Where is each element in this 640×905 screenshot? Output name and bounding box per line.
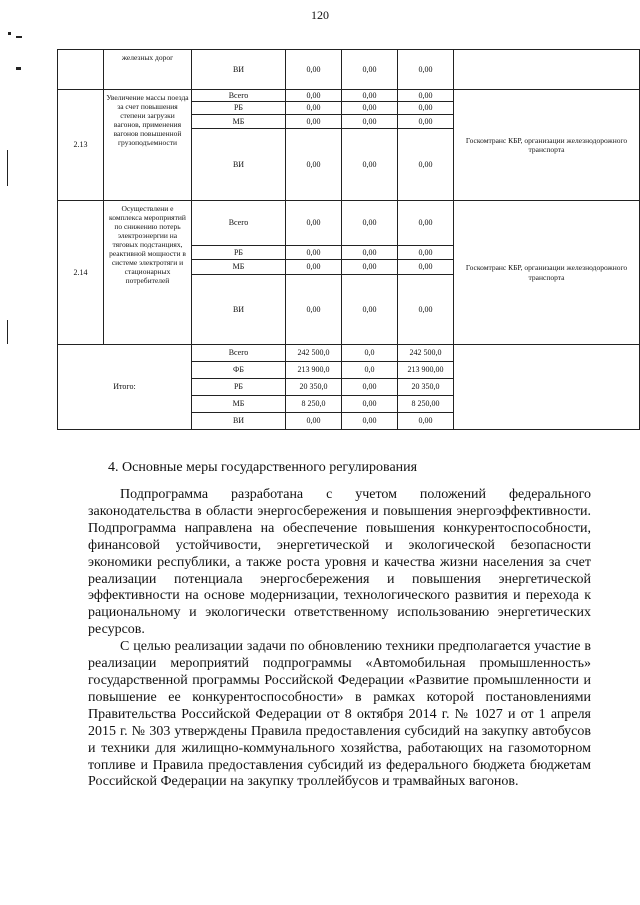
value-cell: 20 350,0 bbox=[398, 379, 454, 396]
value-cell: 0,00 bbox=[342, 50, 398, 90]
value-cell: 0,0 bbox=[342, 362, 398, 379]
scan-mark bbox=[8, 32, 11, 35]
measure-description: Увеличение массы поезда за счет повышения степени загрузки вагонов, применения вагонов повышенной грузоподъемности bbox=[104, 90, 192, 201]
funding-source: МБ bbox=[192, 260, 286, 275]
executor: Госкомтранс КБР, организации железнодорожного транспорта bbox=[454, 90, 640, 201]
value-cell: 0,00 bbox=[342, 413, 398, 430]
totals-label: Итого: bbox=[58, 345, 192, 430]
table-row bbox=[58, 50, 640, 90]
funding-source: МБ bbox=[192, 396, 286, 413]
value-cell: 0,00 bbox=[398, 129, 454, 201]
value-cell: 0,00 bbox=[398, 246, 454, 260]
value-cell: 0,0 bbox=[342, 345, 398, 362]
value-cell: 0,00 bbox=[342, 201, 398, 246]
measure-number-cell bbox=[58, 50, 104, 90]
value-cell: 20 350,0 bbox=[286, 379, 342, 396]
value-cell: 0,00 bbox=[286, 246, 342, 260]
funding-source: ВИ bbox=[192, 275, 286, 345]
table-row bbox=[58, 345, 640, 362]
funding-source: МБ bbox=[192, 115, 286, 129]
executor-cell bbox=[454, 50, 640, 90]
measure-number: 2.13 bbox=[58, 90, 104, 201]
value-cell: 0,00 bbox=[286, 413, 342, 430]
body-text bbox=[88, 487, 591, 791]
funding-source: Всего bbox=[192, 201, 286, 246]
value-cell: 0,00 bbox=[398, 260, 454, 275]
funding-source: ВИ bbox=[192, 413, 286, 430]
paragraph: С целью реализации задачи по обновлению техники предполагается участие в реализации мероприятий подпрограммы «Автомобильная промышленность» государственной программы Российской Федерации «Развитие промышленности и повышение ее конкурентоспособности» в рамках которой постановлениями Правительства Российской Федерации от 8 октября 2014 г. № 1027 и от 1 апреля 2015 г. № 303 утверждены Правила предоставления субсидий на закупку автобусов и техники для жилищно-коммунального хозяйства, работающих на газомоторном топливе и Правила предоставления субсидий из федерального бюджета бюджетам Российской Федерации на закупку троллейбусов и трамвайных вагонов. bbox=[88, 639, 591, 790]
funding-source: Всего bbox=[192, 345, 286, 362]
measure-description: железных дорог bbox=[104, 50, 192, 90]
value-cell: 0,00 bbox=[286, 102, 342, 115]
value-cell: 8 250,0 bbox=[286, 396, 342, 413]
value-cell: 0,00 bbox=[342, 115, 398, 129]
value-cell: 0,00 bbox=[286, 201, 342, 246]
value-cell: 242 500,0 bbox=[286, 345, 342, 362]
value-cell: 0,00 bbox=[342, 396, 398, 413]
funding-source: РБ bbox=[192, 379, 286, 396]
value-cell: 0,00 bbox=[286, 129, 342, 201]
table-row bbox=[58, 90, 640, 102]
value-cell: 0,00 bbox=[342, 90, 398, 102]
value-cell: 0,00 bbox=[398, 102, 454, 115]
value-cell: 0,00 bbox=[398, 90, 454, 102]
budget-table bbox=[57, 49, 640, 430]
value-cell: 0,00 bbox=[342, 129, 398, 201]
funding-source: ВИ bbox=[192, 50, 286, 90]
table-row bbox=[58, 201, 640, 246]
measure-description: Осуществлени е комплекса мероприятий по снижению потерь электроэнергии на тяговых подстанциях, реактивной мощности в системе электротяги и стационарных потребителей bbox=[104, 201, 192, 345]
value-cell: 242 500,0 bbox=[398, 345, 454, 362]
executor: Госкомтранс КБР, организации железнодорожного транспорта bbox=[454, 201, 640, 345]
value-cell: 0,00 bbox=[342, 260, 398, 275]
value-cell: 0,00 bbox=[398, 201, 454, 246]
value-cell: 0,00 bbox=[286, 50, 342, 90]
scan-mark bbox=[16, 67, 21, 70]
value-cell: 0,00 bbox=[398, 115, 454, 129]
funding-source: ФБ bbox=[192, 362, 286, 379]
value-cell: 8 250,00 bbox=[398, 396, 454, 413]
scan-mark bbox=[16, 36, 22, 38]
page-number: 120 bbox=[311, 8, 329, 22]
section-heading: 4. Основные меры государственного регулирования bbox=[108, 460, 418, 475]
value-cell: 0,00 bbox=[398, 50, 454, 90]
paragraph: Подпрограмма разработана с учетом положений федерального законодательства в области энергосбережения и повышения энергоэффективности. Подпрограмма направлена на обеспечение повышения конкурентоспособности, финансовой устойчивости, энергетической и экологической безопасности экономики республики, а также роста уровня и качества жизни населения за счет реализации потенциала энергосбережения и повышения энергетической эффективности на основе модернизации, технологического развития и перехода к рациональному и экологически ответственному использованию энергетических ресурсов. bbox=[88, 487, 591, 638]
funding-source: ВИ bbox=[192, 129, 286, 201]
funding-source: Всего bbox=[192, 90, 286, 102]
value-cell: 0,00 bbox=[286, 115, 342, 129]
scan-mark bbox=[7, 150, 8, 186]
value-cell: 0,00 bbox=[342, 275, 398, 345]
measure-number: 2.14 bbox=[58, 201, 104, 345]
value-cell: 0,00 bbox=[286, 275, 342, 345]
value-cell: 213 900,00 bbox=[398, 362, 454, 379]
value-cell: 0,00 bbox=[342, 102, 398, 115]
executor-cell bbox=[454, 345, 640, 430]
value-cell: 0,00 bbox=[286, 90, 342, 102]
value-cell: 0,00 bbox=[398, 413, 454, 430]
funding-source: РБ bbox=[192, 246, 286, 260]
value-cell: 0,00 bbox=[342, 246, 398, 260]
funding-source: РБ bbox=[192, 102, 286, 115]
scan-mark bbox=[7, 320, 8, 344]
value-cell: 0,00 bbox=[398, 275, 454, 345]
value-cell: 0,00 bbox=[286, 260, 342, 275]
value-cell: 213 900,0 bbox=[286, 362, 342, 379]
value-cell: 0,00 bbox=[342, 379, 398, 396]
